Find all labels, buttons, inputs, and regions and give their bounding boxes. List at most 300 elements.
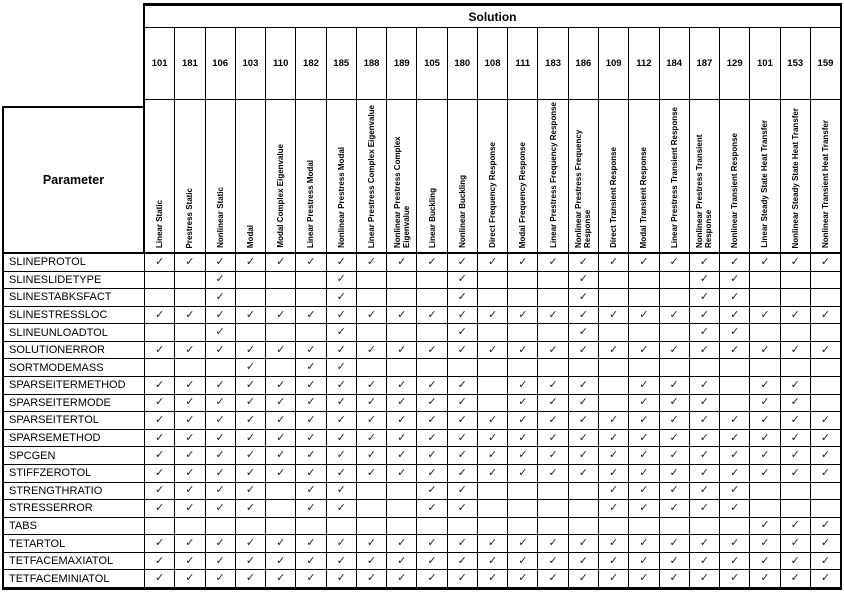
check-cell: ✓ xyxy=(296,553,326,570)
check-cell: ✓ xyxy=(781,447,811,464)
check-cell: ✓ xyxy=(417,500,447,517)
check-cell: ✓ xyxy=(720,447,750,464)
check-cell: ✓ xyxy=(781,570,811,587)
check-cell: ✓ xyxy=(478,307,508,324)
check-cell: ✓ xyxy=(357,430,387,447)
solution-code: 185 xyxy=(327,28,357,99)
check-cell: ✓ xyxy=(781,377,811,394)
table-row xyxy=(4,518,840,536)
check-cell: ✓ xyxy=(508,553,538,570)
check-cell: ✓ xyxy=(750,395,780,412)
table-row xyxy=(4,465,840,483)
check-cell: ✓ xyxy=(417,412,447,429)
empty-cell xyxy=(387,359,417,376)
check-cell: ✓ xyxy=(599,430,629,447)
check-cell: ✓ xyxy=(448,465,478,482)
check-cell: ✓ xyxy=(720,483,750,500)
empty-cell xyxy=(629,324,659,341)
empty-cell xyxy=(508,359,538,376)
empty-cell xyxy=(417,324,447,341)
check-cell: ✓ xyxy=(448,412,478,429)
empty-cell xyxy=(750,359,780,376)
solution-code: 111 xyxy=(508,28,538,99)
solution-type-cell xyxy=(781,100,811,252)
empty-cell xyxy=(811,500,840,517)
check-cell: ✓ xyxy=(145,447,175,464)
check-cell: ✓ xyxy=(820,519,831,532)
check-cell: ✓ xyxy=(508,412,538,429)
empty-cell xyxy=(538,500,568,517)
check-cell: ✓ xyxy=(145,465,175,482)
check-cell: ✓ xyxy=(569,377,599,394)
check-cell: ✓ xyxy=(206,254,236,271)
solution-type-label: Linear Steady State Heat Transfer xyxy=(760,120,770,248)
check-cell: ✓ xyxy=(478,430,508,447)
check-cell: ✓ xyxy=(357,535,387,552)
empty-cell xyxy=(266,518,296,535)
table-row xyxy=(4,430,840,448)
empty-cell xyxy=(811,359,840,376)
empty-cell xyxy=(206,518,236,535)
check-cell: ✓ xyxy=(145,483,175,500)
check-cell: ✓ xyxy=(660,412,690,429)
check-cell: ✓ xyxy=(296,307,326,324)
check-cell: ✓ xyxy=(720,535,750,552)
check-cell: ✓ xyxy=(387,447,417,464)
check-cell: ✓ xyxy=(538,307,568,324)
empty-cell xyxy=(720,377,750,394)
check-cell: ✓ xyxy=(629,395,659,412)
check-cell: ✓ xyxy=(206,535,236,552)
solution-code-row xyxy=(143,28,842,100)
check-cell: ✓ xyxy=(296,412,326,429)
check-cell: ✓ xyxy=(448,483,478,500)
check-cell: ✓ xyxy=(690,430,720,447)
empty-cell xyxy=(811,289,840,306)
check-cell: ✓ xyxy=(508,535,538,552)
check-cell: ✓ xyxy=(296,500,326,517)
solution-code: 112 xyxy=(629,28,659,99)
check-cell: ✓ xyxy=(266,447,296,464)
check-cell: ✓ xyxy=(629,307,659,324)
check-cell: ✓ xyxy=(206,307,236,324)
empty-cell xyxy=(417,359,447,376)
check-cell: ✓ xyxy=(569,307,599,324)
table-row xyxy=(4,342,840,360)
check-cell: ✓ xyxy=(660,535,690,552)
check-cell: ✓ xyxy=(820,308,831,321)
empty-cell xyxy=(478,377,508,394)
check-cell: ✓ xyxy=(236,553,266,570)
empty-cell xyxy=(599,272,629,289)
solution-code: 182 xyxy=(296,28,326,99)
check-cell: ✓ xyxy=(448,570,478,587)
table-row xyxy=(4,483,840,501)
check-cell: ✓ xyxy=(660,377,690,394)
solution-type-label: Nonlinear Prestress Modal xyxy=(336,147,346,248)
solution-type-label: Nonlinear Prestress Complex Eigenvalue xyxy=(392,136,411,248)
check-cell: ✓ xyxy=(266,465,296,482)
check-cell: ✓ xyxy=(357,553,387,570)
solution-type-label: Nonlinear Prestress Frequency Response xyxy=(574,129,593,248)
parameter-name: SLINEPROTOL xyxy=(4,254,145,271)
empty-cell xyxy=(538,359,568,376)
table-row xyxy=(4,324,840,342)
check-cell: ✓ xyxy=(478,570,508,587)
check-cell: ✓ xyxy=(357,254,387,271)
check-cell: ✓ xyxy=(327,254,357,271)
check-cell: ✓ xyxy=(417,254,447,271)
check-cell: ✓ xyxy=(660,553,690,570)
check-cell: ✓ xyxy=(538,447,568,464)
check-cell: ✓ xyxy=(387,342,417,359)
check-cell: ✓ xyxy=(478,342,508,359)
check-cell: ✓ xyxy=(357,342,387,359)
check-cell: ✓ xyxy=(206,289,236,306)
empty-cell xyxy=(236,518,266,535)
check-cell: ✓ xyxy=(145,412,175,429)
check-cell: ✓ xyxy=(820,255,831,268)
check-cell: ✓ xyxy=(478,553,508,570)
check-cell: ✓ xyxy=(569,465,599,482)
check-cell: ✓ xyxy=(387,307,417,324)
check-cell: ✓ xyxy=(690,377,720,394)
table-row xyxy=(4,447,840,465)
solution-code: 153 xyxy=(781,28,811,99)
solution-type-cell xyxy=(811,100,840,252)
solution-code: 180 xyxy=(448,28,478,99)
check-cell: ✓ xyxy=(327,483,357,500)
empty-cell xyxy=(417,272,447,289)
check-cell: ✓ xyxy=(569,430,599,447)
empty-cell xyxy=(599,289,629,306)
check-cell: ✓ xyxy=(448,289,478,306)
check-cell: ✓ xyxy=(660,570,690,587)
empty-cell xyxy=(236,272,266,289)
solution-type-cell xyxy=(448,100,478,252)
parameter-name: STRESSERROR xyxy=(4,500,145,517)
check-cell: ✓ xyxy=(236,483,266,500)
empty-cell xyxy=(417,518,447,535)
solution-type-label: Linear Prestress Frequency Response xyxy=(548,102,558,248)
check-cell: ✓ xyxy=(387,535,417,552)
empty-cell xyxy=(478,483,508,500)
empty-cell xyxy=(811,395,840,412)
solution-type-cell xyxy=(236,100,266,252)
check-cell: ✓ xyxy=(781,395,811,412)
check-cell: ✓ xyxy=(820,413,831,426)
solution-code: 159 xyxy=(817,58,834,69)
empty-cell xyxy=(720,395,750,412)
check-cell: ✓ xyxy=(387,553,417,570)
empty-cell xyxy=(296,272,326,289)
check-cell: ✓ xyxy=(448,500,478,517)
check-cell: ✓ xyxy=(266,342,296,359)
check-cell: ✓ xyxy=(145,430,175,447)
parameter-name: SOLUTIONERROR xyxy=(4,342,145,359)
parameter-name: TETFACEMINIATOL xyxy=(4,570,145,587)
check-cell: ✓ xyxy=(690,465,720,482)
check-cell: ✓ xyxy=(660,483,690,500)
empty-cell xyxy=(417,289,447,306)
check-cell: ✓ xyxy=(508,430,538,447)
solution-code: 181 xyxy=(175,28,205,99)
table-row xyxy=(4,570,840,587)
check-cell: ✓ xyxy=(266,553,296,570)
check-cell: ✓ xyxy=(660,500,690,517)
empty-cell xyxy=(629,518,659,535)
solution-code: 105 xyxy=(417,28,447,99)
empty-cell xyxy=(478,500,508,517)
empty-cell xyxy=(569,359,599,376)
check-cell: ✓ xyxy=(327,447,357,464)
check-cell: ✓ xyxy=(478,412,508,429)
solution-type-label: Linear Static xyxy=(155,199,165,248)
check-cell: ✓ xyxy=(569,412,599,429)
empty-cell xyxy=(357,272,387,289)
empty-cell xyxy=(781,272,811,289)
parameter-header-cell xyxy=(2,106,145,254)
empty-cell xyxy=(569,518,599,535)
check-cell: ✓ xyxy=(417,570,447,587)
empty-cell xyxy=(175,324,205,341)
check-cell: ✓ xyxy=(206,412,236,429)
solution-header-label: Solution xyxy=(468,9,517,24)
check-cell: ✓ xyxy=(387,395,417,412)
solution-type-cell xyxy=(478,100,508,252)
check-cell: ✓ xyxy=(538,465,568,482)
check-cell: ✓ xyxy=(750,570,780,587)
check-cell: ✓ xyxy=(599,483,629,500)
check-cell: ✓ xyxy=(720,430,750,447)
check-cell: ✓ xyxy=(569,395,599,412)
check-cell: ✓ xyxy=(538,535,568,552)
check-cell: ✓ xyxy=(750,447,780,464)
check-cell: ✓ xyxy=(508,465,538,482)
check-cell: ✓ xyxy=(296,359,326,376)
check-cell: ✓ xyxy=(236,465,266,482)
parameter-name: SLINEUNLOADTOL xyxy=(4,324,145,341)
empty-cell xyxy=(538,324,568,341)
empty-cell xyxy=(387,500,417,517)
check-cell: ✓ xyxy=(599,254,629,271)
check-cell: ✓ xyxy=(266,377,296,394)
check-cell: ✓ xyxy=(236,254,266,271)
empty-cell xyxy=(357,483,387,500)
empty-cell xyxy=(508,324,538,341)
check-cell: ✓ xyxy=(236,412,266,429)
check-cell: ✓ xyxy=(145,500,175,517)
empty-cell xyxy=(327,518,357,535)
empty-cell xyxy=(357,289,387,306)
check-cell: ✓ xyxy=(236,500,266,517)
solution-type-label: Linear Prestress Complex Eigenvalue xyxy=(366,104,376,248)
check-cell: ✓ xyxy=(660,465,690,482)
check-cell: ✓ xyxy=(327,430,357,447)
empty-cell xyxy=(478,395,508,412)
empty-cell xyxy=(599,377,629,394)
table-row xyxy=(4,272,840,290)
check-cell: ✓ xyxy=(508,570,538,587)
parameter-name: SLINESTRESSLOC xyxy=(4,307,145,324)
solution-type-cell xyxy=(599,100,629,252)
check-cell: ✓ xyxy=(236,430,266,447)
solution-type-label: Nonlinear Transient Response xyxy=(730,132,740,248)
empty-cell xyxy=(660,324,690,341)
check-cell: ✓ xyxy=(750,518,780,535)
check-cell: ✓ xyxy=(387,254,417,271)
check-cell: ✓ xyxy=(387,430,417,447)
check-cell: ✓ xyxy=(327,377,357,394)
check-cell: ✓ xyxy=(266,254,296,271)
solution-type-cell xyxy=(569,100,599,252)
empty-cell xyxy=(538,483,568,500)
table-row xyxy=(4,359,840,377)
empty-cell xyxy=(357,359,387,376)
check-cell: ✓ xyxy=(327,289,357,306)
check-cell: ✓ xyxy=(206,324,236,341)
empty-cell xyxy=(781,359,811,376)
check-cell: ✓ xyxy=(478,535,508,552)
check-cell: ✓ xyxy=(750,535,780,552)
check-cell: ✓ xyxy=(387,377,417,394)
empty-cell xyxy=(599,395,629,412)
empty-cell xyxy=(478,272,508,289)
empty-cell xyxy=(690,359,720,376)
check-cell: ✓ xyxy=(448,342,478,359)
table-row xyxy=(4,254,840,272)
check-cell: ✓ xyxy=(266,570,296,587)
solution-code: 187 xyxy=(690,28,720,99)
empty-cell xyxy=(750,483,780,500)
check-cell: ✓ xyxy=(720,289,750,306)
check-cell: ✓ xyxy=(448,447,478,464)
check-cell: ✓ xyxy=(690,272,720,289)
empty-cell xyxy=(811,483,840,500)
table-body xyxy=(2,254,842,590)
check-cell: ✓ xyxy=(145,254,175,271)
check-cell: ✓ xyxy=(750,254,780,271)
check-cell: ✓ xyxy=(508,447,538,464)
check-cell: ✓ xyxy=(296,483,326,500)
check-cell: ✓ xyxy=(327,324,357,341)
check-cell: ✓ xyxy=(629,483,659,500)
solution-type-cell xyxy=(508,100,538,252)
check-cell: ✓ xyxy=(508,395,538,412)
check-cell: ✓ xyxy=(387,412,417,429)
empty-cell xyxy=(811,324,840,341)
parameter-name: TABS xyxy=(4,518,145,535)
check-cell: ✓ xyxy=(327,535,357,552)
table-row xyxy=(4,553,840,571)
check-cell: ✓ xyxy=(478,465,508,482)
solution-type-cell xyxy=(417,100,447,252)
check-cell: ✓ xyxy=(236,359,266,376)
check-cell: ✓ xyxy=(296,342,326,359)
table-row xyxy=(4,307,840,325)
check-cell: ✓ xyxy=(236,447,266,464)
solution-type-cell xyxy=(206,100,236,252)
solution-type-label: Modal Transient Response xyxy=(639,146,649,248)
check-cell: ✓ xyxy=(327,412,357,429)
check-cell: ✓ xyxy=(175,395,205,412)
check-cell: ✓ xyxy=(206,342,236,359)
empty-cell xyxy=(266,359,296,376)
solution-type-cell xyxy=(660,100,690,252)
check-cell: ✓ xyxy=(538,553,568,570)
empty-cell xyxy=(145,289,175,306)
solution-code: 129 xyxy=(720,28,750,99)
empty-cell xyxy=(781,483,811,500)
check-cell: ✓ xyxy=(690,395,720,412)
check-cell: ✓ xyxy=(508,307,538,324)
check-cell: ✓ xyxy=(720,324,750,341)
check-cell: ✓ xyxy=(417,430,447,447)
check-cell: ✓ xyxy=(750,412,780,429)
check-cell: ✓ xyxy=(296,535,326,552)
check-cell: ✓ xyxy=(175,412,205,429)
check-cell: ✓ xyxy=(720,307,750,324)
check-cell: ✓ xyxy=(508,254,538,271)
empty-cell xyxy=(357,500,387,517)
solution-type-row xyxy=(143,100,842,254)
check-cell: ✓ xyxy=(145,553,175,570)
check-cell: ✓ xyxy=(296,430,326,447)
empty-cell xyxy=(175,272,205,289)
check-cell: ✓ xyxy=(781,465,811,482)
check-cell: ✓ xyxy=(175,447,205,464)
parameter-name: STRENGTHRATIO xyxy=(4,483,145,500)
check-cell: ✓ xyxy=(820,572,831,585)
check-cell: ✓ xyxy=(508,342,538,359)
empty-cell xyxy=(508,289,538,306)
empty-cell xyxy=(781,500,811,517)
check-cell: ✓ xyxy=(175,483,205,500)
solution-code: 189 xyxy=(387,28,417,99)
empty-cell xyxy=(781,324,811,341)
solution-type-cell xyxy=(538,100,568,252)
check-cell: ✓ xyxy=(690,447,720,464)
check-cell: ✓ xyxy=(538,254,568,271)
check-cell: ✓ xyxy=(750,377,780,394)
solution-type-label: Nonlinear Steady State Heat Transfer xyxy=(790,107,800,248)
check-cell: ✓ xyxy=(357,465,387,482)
check-cell: ✓ xyxy=(599,342,629,359)
check-cell: ✓ xyxy=(417,483,447,500)
check-cell: ✓ xyxy=(387,465,417,482)
check-cell: ✓ xyxy=(690,324,720,341)
check-cell: ✓ xyxy=(206,447,236,464)
empty-cell xyxy=(266,272,296,289)
check-cell: ✓ xyxy=(236,395,266,412)
check-cell: ✓ xyxy=(750,430,780,447)
solution-type-label: Modal Frequency Response xyxy=(518,141,528,248)
check-cell: ✓ xyxy=(236,307,266,324)
solution-header-cell xyxy=(143,3,842,28)
check-cell: ✓ xyxy=(629,412,659,429)
empty-cell xyxy=(538,518,568,535)
check-cell: ✓ xyxy=(145,307,175,324)
check-cell: ✓ xyxy=(690,289,720,306)
check-cell: ✓ xyxy=(781,553,811,570)
empty-cell xyxy=(478,324,508,341)
check-cell: ✓ xyxy=(660,430,690,447)
check-cell: ✓ xyxy=(417,377,447,394)
solution-type-label: Linear Prestress Modal xyxy=(306,159,316,248)
empty-cell xyxy=(508,500,538,517)
check-cell: ✓ xyxy=(720,254,750,271)
check-cell: ✓ xyxy=(569,272,599,289)
